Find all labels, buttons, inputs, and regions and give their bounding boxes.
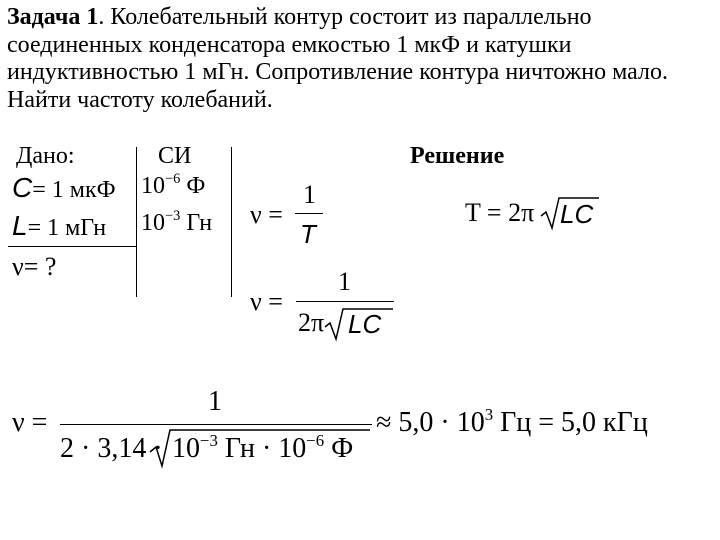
si-row-l [141, 210, 212, 237]
formula4-rad-a-exp: −3 [200, 431, 218, 450]
given-symbol-c: C [12, 172, 33, 203]
formula4-result-exp: 3 [484, 405, 494, 424]
formula4-rad-b-unit: Ф [331, 433, 354, 464]
si-c-unit: Ф [186, 173, 206, 199]
formula4-result-prefix: ≈ 5,0 · 10 [376, 407, 485, 438]
formula4-radicand [172, 433, 353, 465]
problem-statement [7, 4, 717, 114]
si-header: СИ [158, 143, 192, 169]
formula4-rad-a-unit: Гн · [224, 433, 279, 464]
si-l-base: 10 [141, 210, 165, 236]
formula3-lhs: ν = [250, 287, 283, 316]
si-l-exp: −3 [165, 208, 181, 224]
given-value-l: = 1 мГн [27, 215, 107, 241]
formula2-lhs: T = 2π [465, 198, 535, 227]
table-rule-unknown [8, 246, 137, 247]
formula2 [465, 198, 534, 228]
si-row-c [141, 173, 205, 200]
formula1-fraction-bar [295, 213, 323, 214]
given-symbol-l: L [12, 210, 28, 241]
problem-title: Задача 1 [7, 4, 99, 30]
formula3-den-prefix: 2π [298, 308, 325, 337]
si-c-exp: −6 [165, 171, 181, 187]
si-l-unit: Гн [186, 210, 213, 236]
given-row-c [12, 172, 116, 204]
formula4-rad-a: 10 [172, 433, 200, 464]
formula1-lhs: ν = [250, 200, 283, 229]
formula4-den-prefix: 2 · 3,14 · [60, 433, 163, 464]
si-c-base: 10 [141, 173, 165, 199]
formula3-fraction-bar [296, 301, 394, 302]
given-value-c: = 1 мкФ [32, 177, 116, 203]
given-row-nu [12, 252, 56, 282]
solution-header: Решение [410, 143, 505, 169]
formula4-fraction-bar [60, 424, 372, 425]
formula4-lhs: ν = [12, 407, 48, 438]
given-header: Дано: [16, 143, 75, 169]
formula2-radicand: LC [560, 199, 594, 229]
formula4-numerator: 1 [208, 386, 222, 417]
formula4-rad-b: 10 [278, 433, 307, 464]
formula3-radicand: LC [348, 309, 382, 339]
table-divider-si [231, 147, 232, 297]
formula4-result [376, 407, 648, 439]
given-value-nu: = ? [23, 252, 57, 281]
formula1-denominator: T [300, 219, 316, 249]
formula1-numerator: 1 [303, 180, 316, 209]
formula4-result-value: Гц = 5,0 кГц [500, 407, 648, 438]
given-row-l [12, 210, 106, 242]
formula4-rad-b-exp: −6 [306, 431, 325, 450]
given-symbol-nu: ν [12, 252, 24, 281]
problem-text: . Колебательный контур состоит из параллельно соединенных конденсатора емкостью 1 мкФ и катушки индуктивностью 1 мГн. Сопротивление контура ничтожно мало. Найти частоту колебаний. [7, 4, 668, 113]
table-divider-given [136, 147, 137, 297]
formula3-numerator: 1 [338, 267, 351, 296]
